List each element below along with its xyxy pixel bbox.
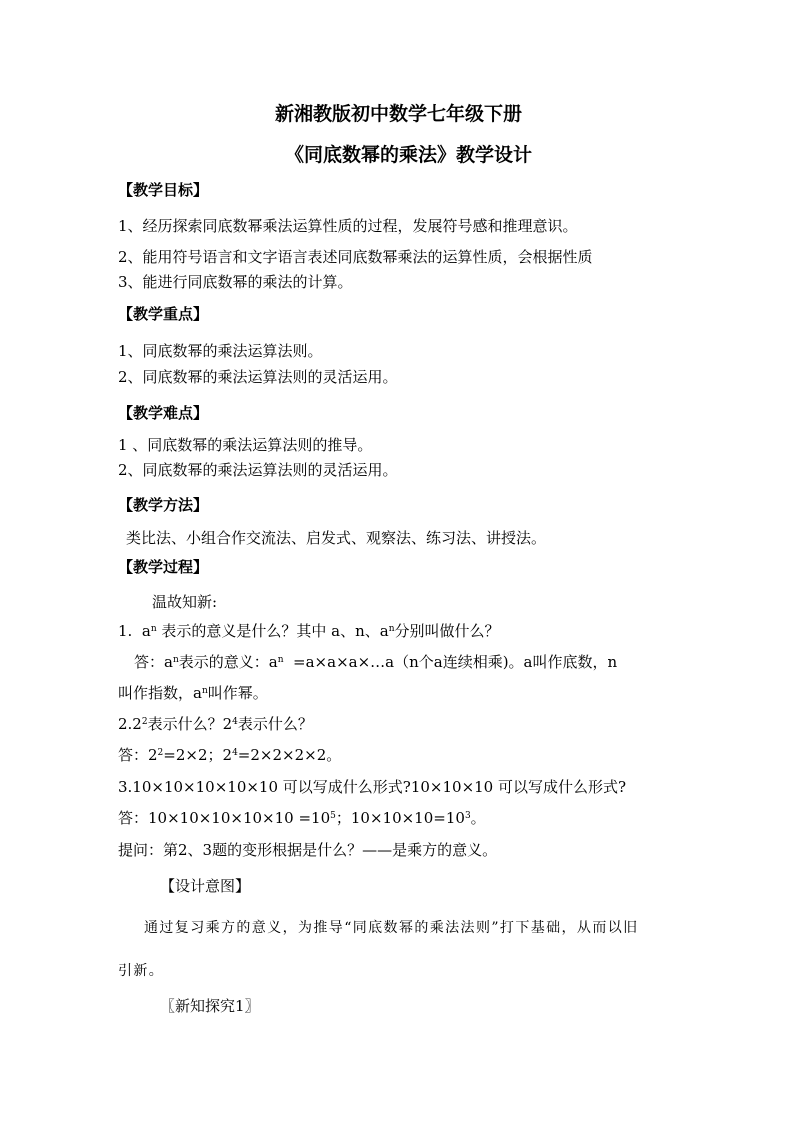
explore-heading: 〖新知探究1〗	[160, 997, 260, 1015]
key-point-2: 2、同底数幂的乘法运算法则的灵活运用。	[118, 368, 398, 386]
goal-item-3: 3、能进行同底数幂的乘法的计算。	[118, 273, 353, 291]
difficulty-2: 2、同底数幂的乘法运算法则的灵活运用。	[118, 461, 398, 479]
question-3: 3.10×10×10×10×10 可以写成什么形式?10×10×10 可以写成什么形式?	[118, 778, 627, 796]
key-points-heading: 【教学重点】	[118, 305, 209, 323]
answer-3: 答：$10\times 10\times 10\times 10\times 10 =10^5$；$10\times 10\times 10=10^3$。	[118, 809, 486, 827]
goal-item-2: 2、能用符号语言和文字语言表述同底数幂乘法的运算性质，会根据性质	[118, 248, 593, 266]
design-line-1: 通过复习乘方的意义，为推导“同底数幂的乘法法则”打下基础，从而以旧	[144, 920, 639, 936]
answer-1-line1: 答：$a^n$表示的意义：$a^n$ =a×a×a×…a（n个a连续相乘)。a叫作底数，n	[134, 653, 618, 671]
goals-heading: 【教学目标】	[118, 181, 209, 199]
doc-title-line2: 《同底数幂的乘法》教学设计	[285, 144, 533, 166]
process-heading: 【教学过程】	[118, 558, 209, 576]
design-heading: 【设计意图】	[160, 877, 251, 895]
goal-item-1: 1、经历探索同底数幂乘法运算性质的过程，发展符号感和推理意识。	[118, 217, 578, 235]
review-label: 温故知新:	[152, 593, 218, 611]
methods-text: 类比法、小组合作交流法、启发式、观察法、练习法、讲授法。	[126, 529, 547, 547]
difficulties-heading: 【教学难点】	[118, 404, 209, 422]
key-point-1: 1、同底数幂的乘法运算法则。	[118, 342, 323, 360]
difficulty-1: 1 、同底数幂的乘法运算法则的推导。	[118, 436, 373, 454]
methods-heading: 【教学方法】	[118, 496, 209, 514]
answer-1-line2: 叫作指数，$a^n$叫作幂。	[118, 684, 268, 702]
design-line-2: 引新。	[118, 963, 165, 979]
answer-2: 答：$2^2=2\times 2$；$2^4=2\times 2\times 2\times 2$。	[118, 746, 342, 764]
doc-title-line1: 新湘教版初中数学七年级下册	[275, 103, 523, 125]
question-1: 1. $a^n$ 表示的意义是什么？其中 a、n、$a^n$分别叫做什么？	[118, 622, 500, 640]
question-2: $2.2^2$表示什么？$2^4$表示什么？	[118, 715, 313, 733]
ask-text: 提问：第2、3题的变形根据是什么？——是乘方的意义。	[118, 841, 498, 859]
